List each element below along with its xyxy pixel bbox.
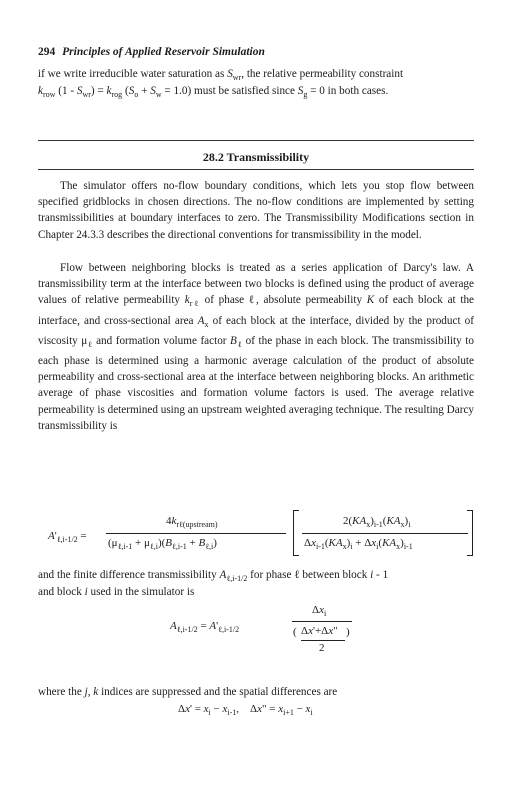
eq1-fraction-bar — [106, 533, 286, 534]
section-rule-top — [38, 140, 474, 141]
eq2-inner-fraction-bar — [301, 640, 345, 641]
eq3-spatial-differences: $\Delta x' = x_i - x_{i-1}$, Δx" = $x_{i+1} - x_i$ — [178, 703, 313, 717]
paragraph-finite-difference-2: and block i used in the simulator is — [38, 586, 195, 598]
eq1-bracket-left — [293, 510, 299, 556]
eq1-rhs-numerator: $2(KA_x)_{i-1}(KA_x)_i$ — [343, 515, 411, 529]
paragraph-no-flow: The simulator offers no-flow boundary conditions, which lets you stop flow between specified gridblocks in chosen directions. The no-flow conditions are implemented by setting transmissibilities at boundary interfaces to zero. The Transmissibility Modifications section in Chapter 24.3.3 describes the directional conventions for transmissibility in the model. — [38, 180, 474, 241]
paragraph-finite-difference-1: and the finite difference transmissibility $A_{\ell,i-1/2}$ for phase ℓ between block i - 1 — [38, 569, 389, 583]
eq1-denominator: $(\mu_{\ell,i-1} + \mu_{\ell,i})(B_{\ell,i-1} + B_{\ell,i})$ — [108, 537, 217, 551]
intro-line-1: if we write irreducible water saturation as $S_{wr}$, the relative permeability constraint — [38, 68, 404, 82]
eq1-numerator: $4k_{r\ell(upstream)}$ — [166, 515, 218, 529]
eq2-denominator-top: Δx'+Δx" — [301, 625, 338, 637]
eq1-lhs: $A'_{\ell,i-1/2}$ = — [48, 530, 87, 544]
page-number: 294 — [38, 46, 56, 58]
running-title: Principles of Applied Reservoir Simulation — [62, 46, 265, 58]
book-page — [38, 0, 474, 800]
eq2-denominator-paren-right: ) — [346, 626, 350, 638]
section-rule-bottom — [38, 169, 474, 170]
eq1-rhs-fraction-bar — [302, 533, 468, 534]
section-heading: 28.2 Transmissibility — [202, 150, 310, 164]
eq2-denominator-paren-left: ( — [293, 626, 297, 638]
eq1-rhs-denominator: $\Delta x_{i-1}(KA_x)_i + \Delta x_i(KA_x)_{i-1}$ — [304, 537, 413, 551]
eq2-denominator-bottom: 2 — [319, 642, 325, 654]
eq1-bracket-right — [467, 510, 473, 556]
paragraph-spatial: where the j, k indices are suppressed and the spatial differences are — [38, 686, 338, 698]
intro-line-2: $k_{row}$ $(1 - S_{wr}) = k_{rog}$ $(S_o + S_w = 1.0)$ must be satisfied since $S_g = 0$ in both cases. — [38, 85, 389, 99]
eq2-lhs: $A_{\ell,i-1/2} = A'_{\ell,i-1/2}$ — [170, 620, 240, 634]
page-header — [38, 46, 265, 58]
paragraph-darcy: Flow between neighboring blocks is treated as a series application of Darcy's law. A transmissibility term at the interface between two blocks is defined using the product of average values of relative permeability $k_{r\ell}$ of phase ℓ, absolute permeability K of each block at the interface, and cross-sectional area $A_x$ of each block at the interface, divided by the product of viscosity $\mu_\ell$ and formation volume factor $B_\ell$ of the phase in each block. The transmissibility to each phase is determined using a harmonic average calculation of the product of absolute permeability and cross-sectional area at the interface between neighboring blocks. An arithmetic average of phase viscosities and formation volume factors is used. The average relative permeability is determined using an upstream weighted averaging technique. The resulting Darcy transmissibility is — [38, 262, 475, 432]
eq2-numerator: $\Delta x_i$ — [312, 604, 327, 618]
eq2-fraction-bar — [292, 621, 352, 622]
